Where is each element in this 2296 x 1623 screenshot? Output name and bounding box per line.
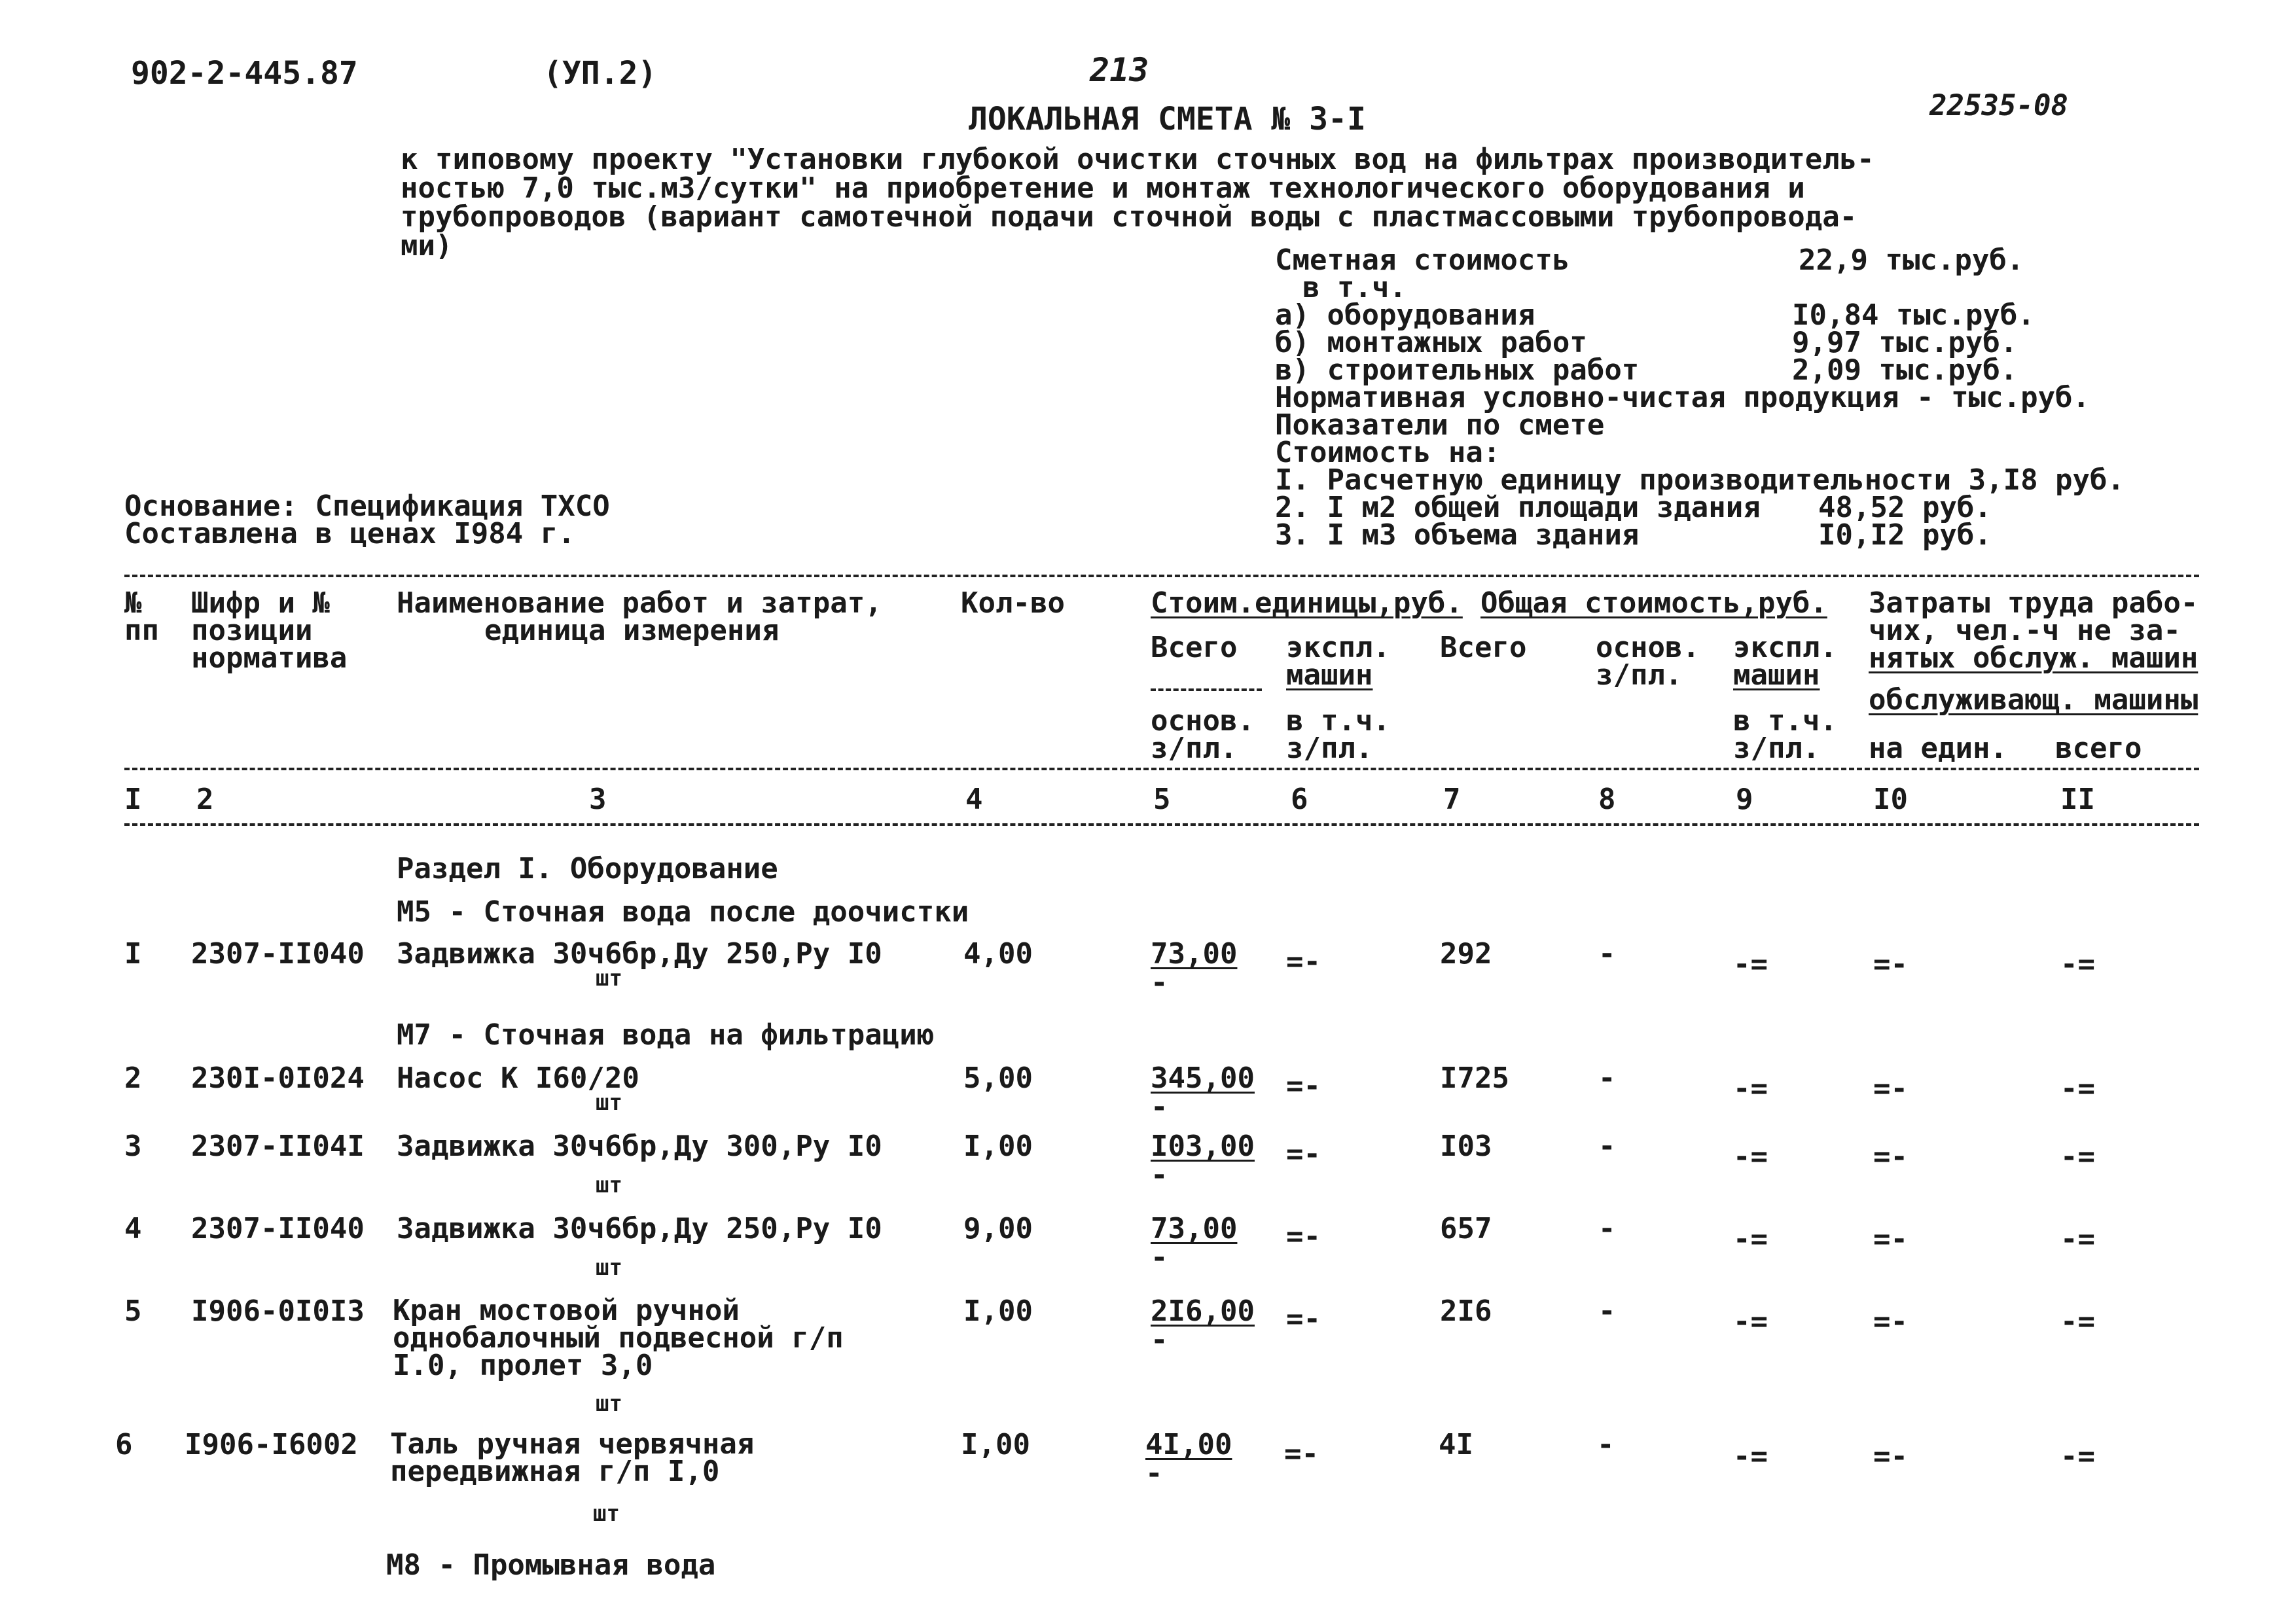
row-number: 2: [124, 1061, 142, 1095]
row-total: I725: [1440, 1061, 1509, 1095]
row-total-wage: -: [1598, 1130, 1616, 1163]
column-number: 4: [965, 783, 983, 816]
column-number: 2: [196, 783, 214, 816]
column-number: 8: [1598, 783, 1616, 816]
row-unit-price: 2I6,00: [1151, 1294, 1255, 1328]
basis-note: Основание: Спецификация ТХСО: [124, 490, 610, 523]
col6-header-4: з/пл.: [1286, 732, 1373, 765]
row-qty: 9,00: [963, 1212, 1033, 1245]
row-machine-cost: =-: [1286, 1069, 1321, 1103]
document-code: 902-2-445.87: [131, 55, 358, 92]
row-qty: I,00: [961, 1428, 1030, 1461]
row-qty: 4,00: [963, 937, 1033, 971]
row-labor-total: -=: [2060, 1305, 2095, 1338]
column-number: II: [2060, 783, 2095, 816]
row-name-line: однобалочный подвесной г/п: [393, 1321, 844, 1355]
row-name-line: I.0, пролет 3,0: [393, 1349, 653, 1382]
row-machine-cost: =-: [1286, 1302, 1321, 1336]
row-total-wage: -: [1598, 937, 1616, 971]
estimate-cost-value: 22,9 тыс.руб.: [1799, 243, 2024, 277]
row-unit: шт: [596, 1090, 622, 1116]
col11-header: всего: [2055, 732, 2142, 765]
labor-header-3: нятых обслуж. машин: [1869, 641, 2198, 675]
group-heading-m8: М8 - Промывная вода: [386, 1548, 716, 1582]
row-qty: I,00: [963, 1294, 1033, 1328]
col-qty-header: Кол-во: [961, 586, 1065, 620]
row-name-line: передвижная г/п I,0: [390, 1455, 720, 1488]
row-total-wage: -: [1598, 1294, 1616, 1328]
col6-header: экспл.: [1286, 631, 1390, 664]
row-labor-unit: =-: [1873, 1440, 1908, 1473]
row-labor-unit: =-: [1873, 1072, 1908, 1105]
column-number: 6: [1291, 783, 1308, 816]
col-code-header-2: позиции: [191, 614, 313, 647]
row-unit-price: 345,00: [1151, 1061, 1255, 1095]
col6-header-3: в т.ч.: [1286, 704, 1390, 738]
indicators-label: Показатели по смете: [1275, 408, 1605, 442]
intro-line: трубопроводов (вариант самотечной подачи сточной воды с пластмассовыми трубопровода-: [401, 200, 1857, 234]
row-unit: шт: [596, 1172, 622, 1198]
row-number: I: [124, 937, 142, 971]
group-heading-m7: М7 - Сточная вода на фильтрацию: [397, 1018, 935, 1052]
row-labor-unit: =-: [1873, 1222, 1908, 1256]
row-code: 2307-II040: [191, 937, 365, 971]
construction-cost-value: 2,09 тыс.руб.: [1792, 353, 2018, 387]
col9-header-4: з/пл.: [1733, 732, 1820, 765]
row-total-machine: -=: [1733, 1222, 1768, 1256]
total-cost-header: Общая стоимость,руб.: [1480, 586, 1827, 620]
row-base-wage: -: [1151, 1241, 1168, 1274]
row-total-machine: -=: [1733, 1072, 1768, 1105]
intro-line: ностью 7,0 тыс.м3/сутки" на приобретение и монтаж технологического оборудования и: [401, 171, 1805, 205]
row-total-machine: -=: [1733, 948, 1768, 981]
column-number: I0: [1873, 783, 1908, 816]
row-code: I906-0I0I3: [191, 1294, 365, 1328]
row-name: Насос К I60/20: [397, 1061, 639, 1095]
row-total-machine: -=: [1733, 1140, 1768, 1173]
row-labor-unit: =-: [1873, 1305, 1908, 1338]
col8-header: основ.: [1596, 631, 1700, 664]
installation-cost-value: 9,97 тыс.руб.: [1792, 326, 2018, 359]
document-title: ЛОКАЛЬНАЯ СМЕТА № 3-I: [969, 101, 1366, 137]
row-total-machine: -=: [1733, 1305, 1768, 1338]
col5-header-3: з/пл.: [1151, 732, 1238, 765]
col-number-header-2: пп: [124, 614, 159, 647]
intro-line: ми): [401, 229, 453, 262]
unit-cost-header: Стоим.единицы,руб.: [1151, 586, 1463, 620]
row-qty: I,00: [963, 1130, 1033, 1163]
row-machine-cost: =-: [1286, 945, 1321, 978]
col7-header: Всего: [1440, 631, 1527, 664]
sheet-number: 213: [1090, 51, 1149, 89]
col9-header-2: машин: [1733, 658, 1820, 692]
cost-per-m2-label: 2. I м2 общей площади здания: [1275, 491, 1761, 524]
unit-cost-sub-rule: [1151, 688, 1262, 691]
row-total: 292: [1440, 937, 1492, 971]
row-number: 5: [124, 1294, 142, 1328]
row-number: 6: [115, 1428, 133, 1461]
table-top-rule: [124, 575, 2199, 577]
row-name-line: Кран мостовой ручной: [393, 1294, 740, 1327]
row-unit-price: 73,00: [1151, 1212, 1238, 1245]
row-unit: шт: [596, 1391, 622, 1417]
group-heading-m5: М5 - Сточная вода после доочистки: [397, 895, 969, 929]
row-number: 4: [124, 1212, 142, 1245]
row-unit-price: I03,00: [1151, 1130, 1255, 1163]
row-unit: шт: [593, 1501, 620, 1527]
col-name-header: Наименование работ и затрат,: [397, 586, 882, 620]
col10-header: на един.: [1869, 732, 2007, 765]
row-unit-price: 4I,00: [1145, 1428, 1232, 1461]
col9-header-3: в т.ч.: [1733, 704, 1837, 738]
estimate-cost-label: Сметная стоимость: [1275, 243, 1570, 277]
row-name: [393, 1294, 844, 1382]
row-total: 2I6: [1440, 1294, 1492, 1328]
row-base-wage: -: [1151, 1323, 1168, 1357]
row-unit: шт: [596, 1255, 622, 1281]
row-machine-cost: =-: [1286, 1220, 1321, 1253]
row-base-wage: -: [1151, 1158, 1168, 1192]
col8-header-2: з/пл.: [1596, 658, 1683, 692]
row-base-wage: -: [1145, 1457, 1163, 1490]
row-total: 4I: [1439, 1428, 1473, 1461]
cost-per-m2-value: 48,52 руб.: [1818, 491, 1992, 524]
column-number: 9: [1736, 783, 1753, 816]
row-total-wage: -: [1598, 1061, 1616, 1095]
header-bottom-rule: [124, 768, 2199, 770]
intro-paragraph: [401, 145, 1906, 260]
row-machine-cost: =-: [1286, 1137, 1321, 1171]
row-machine-cost: =-: [1284, 1437, 1319, 1471]
col-code-header: Шифр и №: [191, 586, 330, 620]
labor-header: Затраты труда рабо-: [1869, 586, 2198, 620]
row-unit-price: 73,00: [1151, 937, 1238, 971]
row-number: 3: [124, 1130, 142, 1163]
col-number-header: №: [124, 586, 142, 620]
row-labor-total: -=: [2060, 1072, 2095, 1105]
row-total-wage: -: [1597, 1428, 1615, 1461]
column-numbers-rule: [124, 823, 2199, 826]
labor-header-2: чих, чел.-ч не за-: [1869, 614, 2181, 647]
row-code: 2307-II040: [191, 1212, 365, 1245]
row-labor-unit: =-: [1873, 948, 1908, 981]
row-total-wage: -: [1598, 1212, 1616, 1245]
including-label: в т.ч.: [1302, 271, 1407, 304]
row-name: Задвижка 30ч6бр,Ду 300,Ру I0: [397, 1130, 882, 1163]
equipment-cost-value: I0,84 тыс.руб.: [1792, 298, 2035, 332]
row-labor-unit: =-: [1873, 1140, 1908, 1173]
row-base-wage: -: [1151, 966, 1168, 999]
row-name-line: Таль ручная червячная: [390, 1427, 755, 1461]
cost-per-unit: I. Расчетную единицу производительности 3,I8 руб.: [1275, 463, 2125, 497]
row-total: I03: [1440, 1130, 1492, 1163]
prices-note: Составлена в ценах I984 г.: [124, 517, 575, 550]
installation-cost-label: б) монтажных работ: [1275, 326, 1587, 359]
row-name: Задвижка 30ч6бр,Ду 250,Ру I0: [397, 937, 882, 971]
row-name: [390, 1427, 755, 1488]
row-labor-total: -=: [2060, 948, 2095, 981]
row-labor-total: -=: [2060, 1222, 2095, 1256]
row-qty: 5,00: [963, 1061, 1033, 1095]
cost-per-m3-value: I0,I2 руб.: [1818, 518, 1992, 552]
column-number: 3: [589, 783, 607, 816]
row-labor-total: -=: [2060, 1140, 2095, 1173]
col6-header-2: машин: [1286, 658, 1373, 692]
cost-per-m3-label: 3. I м3 объема здания: [1275, 518, 1640, 552]
equipment-cost-label: а) оборудования: [1275, 298, 1535, 332]
labor-header-4: обслуживающ. машины: [1869, 683, 2198, 717]
intro-line: к типовому проекту "Установки глубокой очистки сточных вод на фильтрах производитель-: [401, 143, 1874, 176]
column-number: 5: [1153, 783, 1171, 816]
col5-header: Всего: [1151, 631, 1238, 664]
section-title: Раздел I. Оборудование: [397, 852, 778, 885]
col9-header: экспл.: [1733, 631, 1837, 664]
row-total-machine: -=: [1733, 1440, 1768, 1473]
row-code: 230I-0I024: [191, 1061, 365, 1095]
row-name: Задвижка 30ч6бр,Ду 250,Ру I0: [397, 1212, 882, 1245]
row-unit: шт: [596, 965, 622, 991]
column-number: I: [124, 783, 142, 816]
row-base-wage: -: [1151, 1090, 1168, 1124]
archive-stamp: 22535-08: [1929, 89, 2068, 122]
column-number: 7: [1443, 783, 1461, 816]
construction-cost-label: в) строительных работ: [1275, 353, 1640, 387]
normative-product: Нормативная условно-чистая продукция - тыс.руб.: [1275, 381, 2090, 414]
cost-on-label: Стоимость на:: [1275, 436, 1501, 469]
album-number: (УП.2): [543, 55, 657, 92]
row-code: I906-I6002: [185, 1428, 358, 1461]
row-code: 2307-II04I: [191, 1130, 365, 1163]
col-code-header-3: норматива: [191, 641, 348, 675]
col5-header-2: основ.: [1151, 704, 1255, 738]
row-total: 657: [1440, 1212, 1492, 1245]
col-name-header-2: единица измерения: [484, 614, 780, 647]
row-labor-total: -=: [2060, 1440, 2095, 1473]
